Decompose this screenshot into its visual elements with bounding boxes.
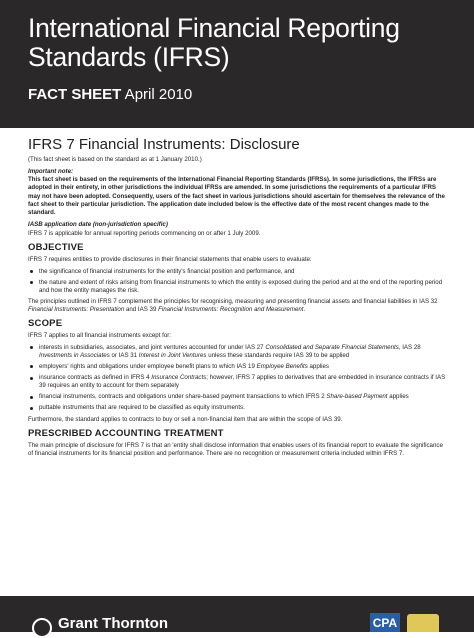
text-run: . (303, 306, 306, 314)
header-banner (0, 0, 474, 128)
scope-heading: SCOPE (28, 318, 63, 330)
iasb-date-text: IFRS 7 is applicable for annual reporting periods commencing on or after 1 July 2009. (28, 230, 261, 238)
list-item (28, 393, 448, 401)
page-title: International Financial Reporting Standards (IFRS) (28, 13, 400, 72)
document-title: IFRS 7 Financial Instruments: Disclosure (28, 136, 300, 153)
objective-closing (28, 298, 448, 314)
prescribed-heading: PRESCRIBED ACCOUNTING TREATMENT (28, 427, 224, 439)
objective-list (28, 268, 448, 295)
crest-icon (407, 614, 439, 632)
fact-sheet-label: FACT SHEET (28, 86, 122, 103)
text-run: The principles outlined in IFRS 7 complement the principles for recognising, measuring and presenting financial assets and financial liabilities in IAS 32 (28, 298, 438, 306)
list-item: puttable instruments that are required to be classified as equity instruments. (28, 404, 448, 412)
objective-intro: IFRS 7 requires entities to provide disclosures in their financial statements that enable users to evaluate: (28, 256, 312, 264)
scope-closing: Furthermore, the standard applies to contracts to buy or sell a non-financial item that are within the scope of IAS 39. (28, 415, 343, 423)
scope-intro: IFRS 7 applies to all financial instruments except for: (28, 332, 172, 340)
text-run: Investments in Associates (39, 351, 110, 359)
based-on-note: (This fact sheet is based on the standard as at 1 January 2010.) (28, 156, 202, 163)
scope-list (28, 344, 448, 413)
fact-sheet-date: April 2010 (121, 86, 193, 103)
grant-thornton-logo-icon (32, 618, 52, 638)
list-item (28, 374, 448, 390)
fact-sheet-subtitle (28, 86, 192, 104)
important-note-text: This fact sheet is based on the requirements of the International Financial Reporting Standards (IFRSs). In some jurisdictions, the IFRSs are adopted in their entirety, in other jurisdictions the individual IFRSs are amended. In some jurisdictions the requirements of a particular IFRS may not have been adopted. Consequently, users of the fact sheet in various jurisdictions should ascertain for themselves the relevance of the fact sheet to their particular jurisdiction. The application date included below is the effective date of the most recent changes made to the standard. (28, 176, 445, 216)
text-run: Employee Benefits (256, 362, 308, 370)
text-run: Insurance Contracts (151, 373, 207, 381)
list-item (28, 344, 448, 360)
text-run: insurance contracts as defined in IFRS 4 (39, 373, 152, 381)
text-run: Share-based Payment (326, 393, 388, 401)
text-run: or IAS 31 (109, 351, 139, 359)
prescribed-text: The main principle of disclosure for IFRS 7 is that an 'entity shall disclose information that enables users of its financial report to evaluate the significance of financial instruments for its financial position and performance. There are no recognition or measurement criteria included within IFRS 7. (28, 441, 443, 457)
text-run: employers' rights and obligations under employee benefit plans to which IAS 19 (39, 362, 257, 370)
text-run: unless these standards require IAS 39 to be applied (206, 351, 350, 359)
text-run: financial instruments, contracts and obligations under share-based payment transactions to which IFRS 2 (39, 393, 327, 401)
iasb-date-label: IASB application date (non-jurisdiction specific) (28, 221, 168, 229)
text-run: Financial Instruments: Recognition and Measurement (158, 306, 304, 314)
text-run: applies (387, 393, 409, 401)
text-run: Financial Instruments: Presentation (28, 306, 125, 314)
list-item (28, 363, 448, 371)
text-run: interests in subsidiaries, associates, and joint ventures accounted for under IAS 27 (39, 343, 266, 351)
text-run: and IAS 39 (124, 306, 159, 314)
text-run: Interest in Joint Ventures (138, 351, 207, 359)
list-item: the significance of financial instruments for the entity's financial position and performance, and (28, 268, 448, 276)
text-run: ; however, IFRS 7 applies to derivatives that are embedded in insurance contracts if IAS 39 requires an entity to account for them separately (39, 373, 446, 390)
important-note-label: Important note: (28, 168, 74, 176)
objective-heading: OBJECTIVE (28, 242, 84, 254)
text-run: Consolidated and Separate Financial Statements (265, 343, 399, 351)
grant-thornton-wordmark: Grant Thornton (58, 615, 168, 632)
text-run: , IAS 28 (398, 343, 421, 351)
footer-banner (0, 596, 474, 632)
list-item: the nature and extent of risks arising from financial instruments to which the entity is exposed during the period and at the end of the reporting period and how the entity manages the risk. (28, 279, 448, 295)
document-body (28, 136, 448, 461)
text-run: applies (307, 362, 329, 370)
cpa-logo: CPA (370, 613, 400, 632)
